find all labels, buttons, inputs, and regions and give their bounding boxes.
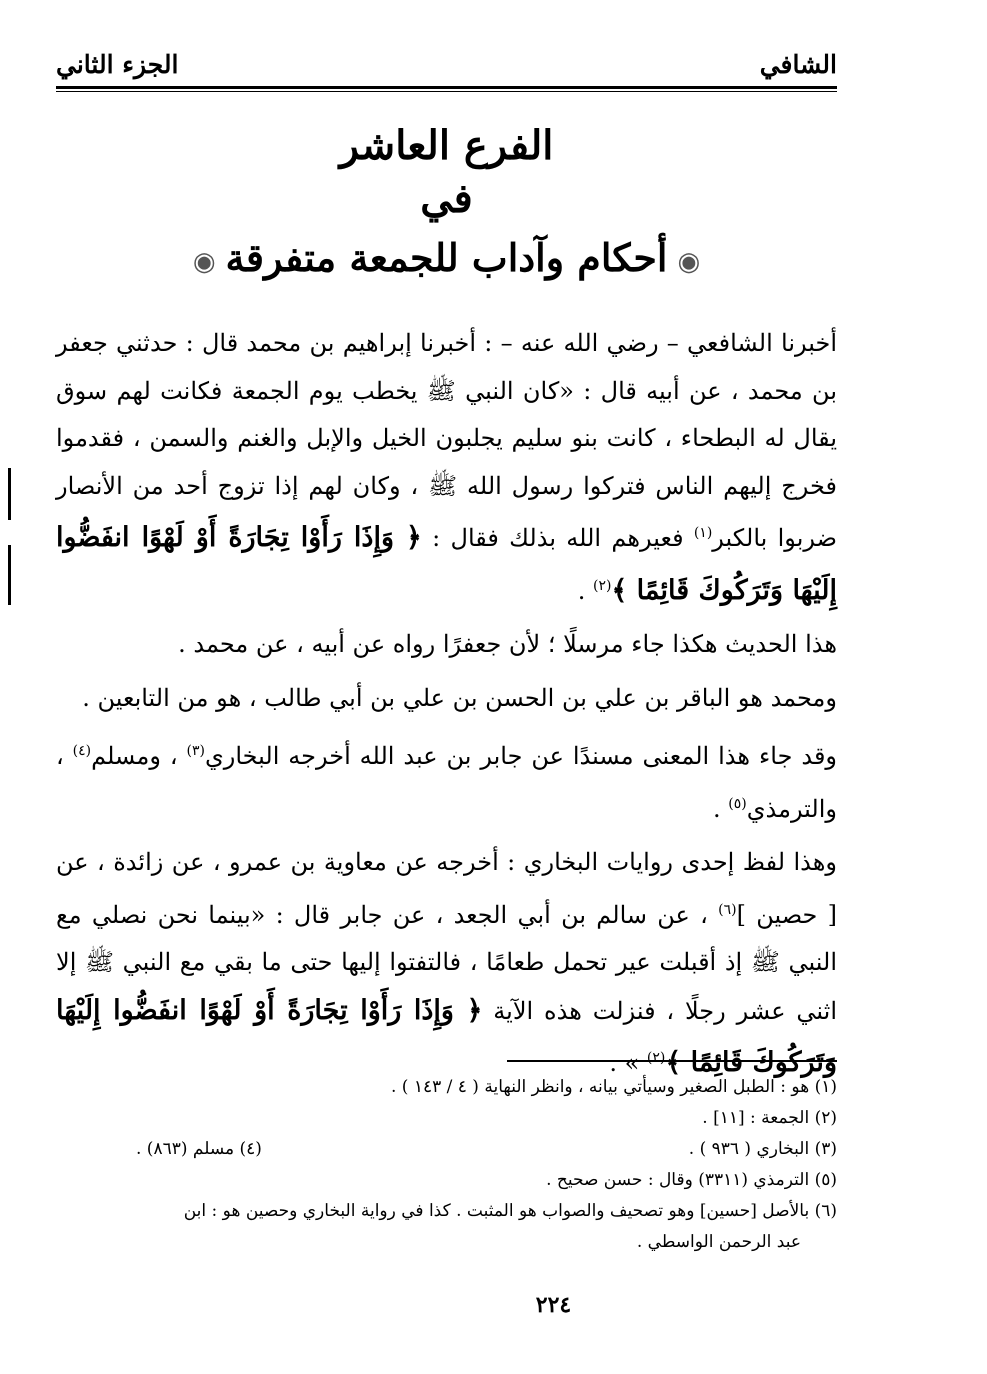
quran-verse: ﴿ وَإِذَا رَأَوْا تِجَارَةً أَوْ لَهْوًا انفَضُّوا إِلَيْهَا وَتَرَكُوكَ قَائِمًا ﴾ — [56, 522, 837, 606]
footnote-4: (٤) مسلم (٨٦٣) . — [136, 1139, 262, 1159]
paragraph-text: أخبرنا الشافعي – رضي الله عنه – : أخبرنا إبراهيم بن محمد قال : حدثني جعفر بن محمد ، عن أبيه قال : «كان النبي ﷺ يخطب يوم الجمعة فكانت لهم سوق يقال له البطحاء ، كانت بنو سليم يجلبون الخيل والإبل والغنم والسمن ، فقدموا فخرج إليهم الناس فتركوا رسول الله ﷺ ، وكان لهم إذا تزوج أحد من الأنصار ضربوا بالكبر — [56, 329, 837, 552]
footnote-ref: (٦) — [718, 901, 737, 918]
footnote-ref: (٣) — [186, 743, 205, 759]
paragraph-text: . — [712, 794, 729, 823]
footnote-row — [56, 1134, 837, 1165]
footnote-ref: (٢) — [646, 1050, 666, 1066]
paragraph-4 — [56, 728, 837, 833]
section-title-line2: في — [420, 175, 473, 222]
paragraph-text: ، عن سالم بن أبي الجعد ، عن جابر قال : «بينما نحن نصلي مع النبي ﷺ إذ أقبلت عير تحمل طعامًا ، فالتفتوا إليها حتى ما بقي مع النبي ﷺ إلا اثني عشر رجلًا ، فنزلت هذه الآية — [56, 900, 837, 1025]
paragraph-text: . — [577, 576, 593, 605]
footnote-3: (٣) البخاري ( ٩٣٦ ) . — [688, 1139, 837, 1159]
footnotes — [56, 1072, 837, 1258]
paragraph-text: ، ومسلم — [91, 742, 187, 770]
footnote-6-continued: عبد الرحمن الواسطي . — [636, 1232, 801, 1252]
paragraph-2: هذا الحديث هكذا جاء مرسلًا ؛ لأن جعفرًا رواه عن أبيه ، عن محمد . — [178, 630, 837, 658]
footnote-2: (٢) الجمعة : [١١] . — [702, 1108, 837, 1128]
book-title: الشافي — [759, 50, 837, 79]
page-number — [0, 1292, 987, 1318]
section-title-line3 — [56, 228, 837, 292]
main-text — [56, 320, 837, 1088]
paragraph-text: وهذا لفظ إحدى روايات البخاري : أخرجه عن معاوية بن عمرو ، عن زائدة ، عن [ حصين ] — [56, 848, 837, 929]
section-title-line1: الفرع العاشر — [339, 122, 554, 169]
bullet-icon: ◉ — [192, 246, 216, 277]
paragraph-1 — [56, 320, 837, 615]
paragraph-5 — [56, 839, 837, 1088]
section-title-text: أحكام وآداب للجمعة متفرقة — [225, 235, 668, 280]
margin-bar — [8, 545, 11, 605]
footnote-5: (٥) الترمذي (٣٣١١) وقال : حسن صحيح . — [546, 1170, 837, 1190]
page-number-text: ٢٢٤ — [535, 1292, 572, 1318]
paragraph-text: » . — [609, 1049, 647, 1077]
footnote-1: (١) هو : الطبل الصغير وسيأتي بيانه ، وانظر النهاية ( ٤ / ١٤٣ ) . — [390, 1077, 837, 1097]
footnote-ref: (٥) — [728, 795, 747, 812]
paragraph-text: فعيرهم الله بذلك فقال : — [421, 524, 694, 552]
margin-bar — [8, 468, 11, 520]
paragraph-text: وقد جاء هذا المعنى مسندًا عن جابر بن عبد الله أخرجه البخاري — [204, 742, 838, 770]
bullet-icon: ◉ — [677, 246, 701, 277]
quran-verse: ﴿ وَإِذَا رَأَوْا تِجَارَةً أَوْ لَهْوًا انفَضُّوا إِلَيْهَا وَتَرَكُوكَ قَائِمًا ﴾ — [56, 994, 837, 1078]
header-rule — [56, 86, 837, 92]
running-header — [56, 50, 837, 90]
footnote-6: (٦) بالأصل [حسين] وهو تصحيف والصواب هو المثبت . كذا في رواية البخاري وحصين هو : ابن — [183, 1201, 837, 1221]
footnote-ref: (١) — [693, 525, 713, 541]
paragraph-3: ومحمد هو الباقر بن علي بن الحسن بن علي بن أبي طالب ، هو من التابعين . — [82, 683, 837, 712]
footnote-ref: (٤) — [72, 743, 92, 759]
paragraph-text: ، والترمذي — [56, 742, 837, 823]
footnote-ref: (٢) — [592, 577, 612, 594]
volume-title: الجزء الثاني — [56, 50, 179, 79]
section-title — [56, 118, 837, 292]
footnote-rule — [507, 1060, 837, 1062]
